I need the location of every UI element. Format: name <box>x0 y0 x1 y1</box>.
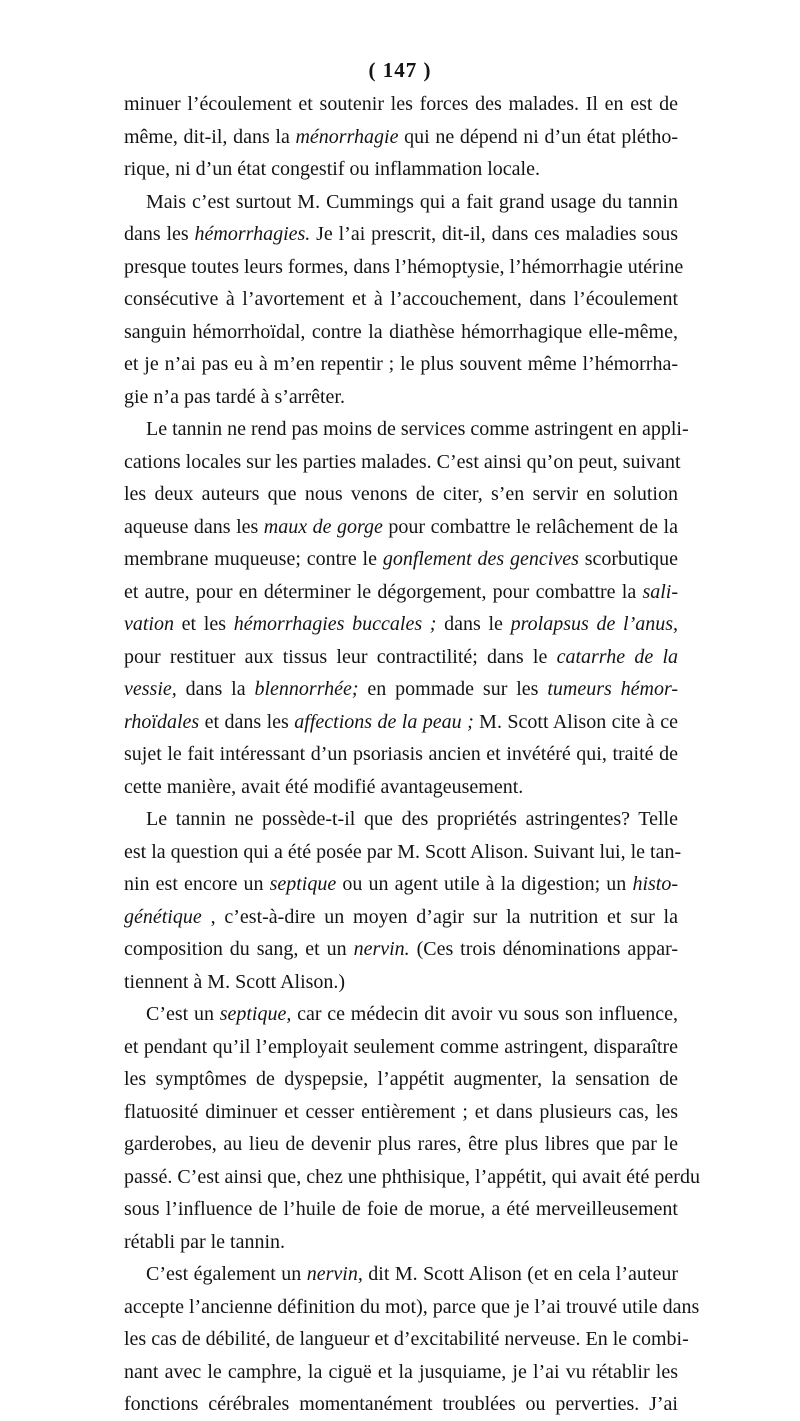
text-line <box>124 1388 678 1421</box>
text-run: sanguin hémorrhoïdal, contre la diathèse hémorrhagique elle-même, <box>124 320 678 343</box>
text-line <box>124 1031 678 1064</box>
text-line <box>124 186 678 219</box>
text-run: flatuosité diminuer et cesser entièrement ; et dans plusieurs cas, les <box>124 1100 678 1123</box>
text-line <box>124 1356 678 1389</box>
text-run: tiennent à M. Scott Alison.) <box>124 970 346 993</box>
italic-term: gonflement des gencives <box>382 548 579 570</box>
text-run: scorbutique <box>578 548 679 570</box>
text-run: Je l’ai prescrit, dit-il, dans ces maladies sous <box>310 223 678 245</box>
text-line <box>124 543 678 576</box>
text-line <box>124 218 678 251</box>
text-line <box>124 88 678 121</box>
italic-term: tumeurs hémor- <box>547 678 679 700</box>
text-line <box>124 673 678 706</box>
text-run: pour restituer aux tissus leur contractilité; dans le <box>124 645 557 668</box>
text-run: en pommade sur les <box>358 678 548 700</box>
text-run: nant avec le camphre, la ciguë et la jusquiame, je l’ai vu rétablir les <box>124 1360 678 1383</box>
text-run: les cas de débilité, de langueur et d’excitabilité nerveuse. En le combi- <box>124 1328 689 1350</box>
body-text <box>124 88 700 1421</box>
text-run: car ce médecin dit avoir vu sous son influence, <box>291 1003 678 1025</box>
text-run: pour combattre le relâchement de la <box>382 515 678 538</box>
text-line <box>124 283 678 316</box>
italic-term: nervin. <box>353 938 410 960</box>
text-line <box>124 1063 678 1096</box>
text-run: accepte l’ancienne définition du mot), parce que je l’ai trouvé utile dans <box>124 1295 700 1318</box>
italic-term: rhoïdales <box>124 710 200 733</box>
text-line <box>124 1226 678 1259</box>
text-run: C’est un <box>146 1003 220 1025</box>
italic-term: septique, <box>219 1003 292 1025</box>
italic-term: nervin, <box>306 1263 363 1285</box>
text-run: membrane muqueuse; contre le <box>124 548 383 570</box>
italic-term: ménorrhagie <box>295 125 399 148</box>
text-line <box>124 153 678 186</box>
text-line <box>124 413 689 446</box>
text-run: les symptômes de dyspepsie, l’appétit augmenter, la sensation de <box>124 1068 678 1090</box>
text-line <box>124 836 682 869</box>
text-run: cations locales sur les parties malades. C’est ainsi qu’on peut, suivant <box>124 450 681 473</box>
text-run: cette manière, avait été modifié avantageusement. <box>124 775 524 798</box>
text-run: consécutive à l’avortement et à l’accouchement, dans l’écoulement <box>124 288 678 310</box>
text-line <box>124 446 681 479</box>
text-line <box>124 608 678 641</box>
text-run: garderobes, au lieu de devenir plus rares, être plus libres que par le <box>124 1133 678 1155</box>
text-line <box>124 1291 700 1324</box>
italic-term: maux de gorge <box>263 515 383 538</box>
italic-term: septique <box>269 873 337 895</box>
text-run: qui ne dépend ni d’un état plétho- <box>398 125 678 148</box>
text-run: rique, ni d’un état congestif ou inflammation locale. <box>124 158 540 180</box>
text-run: (Ces trois dénominations appar- <box>409 938 678 960</box>
text-line <box>124 1096 678 1129</box>
text-line <box>124 803 678 836</box>
italic-term: hémorrhagies buccales ; <box>233 613 437 635</box>
text-line <box>124 771 678 804</box>
italic-term: vessie, <box>124 678 177 700</box>
italic-term: vation <box>124 613 174 635</box>
text-run: ou un agent utile à la digestion; un <box>336 873 633 895</box>
text-line <box>124 121 678 154</box>
text-run: sujet le fait intéressant d’un psoriasis ancien et invétéré qui, traité de <box>124 743 678 765</box>
italic-term: histo- <box>632 873 678 895</box>
text-line <box>124 706 678 739</box>
text-run: passé. C’est ainsi que, chez une phthisique, l’appétit, qui avait été perdu <box>124 1165 700 1188</box>
page-number: ( 147 ) <box>368 58 432 82</box>
text-line <box>124 1161 700 1194</box>
text-line <box>124 316 678 349</box>
text-line <box>124 1323 689 1356</box>
text-line <box>124 1193 678 1226</box>
text-run: dans la <box>176 678 255 700</box>
text-run: , c’est-à-dire un moyen d’agir sur la nutrition et sur la <box>201 905 678 928</box>
text-line <box>124 641 678 674</box>
text-run: dans les <box>124 223 195 245</box>
text-line <box>124 348 678 381</box>
text-run: et pendant qu’il l’employait seulement comme astringent, disparaître <box>124 1035 678 1058</box>
text-run: et je n’ai pas eu à m’en repentir ; le plus souvent même l’hémorrha- <box>124 353 678 375</box>
italic-term: génétique <box>124 905 202 928</box>
text-line <box>124 998 678 1031</box>
text-run: dans le <box>436 613 511 635</box>
text-run: presque toutes leurs formes, dans l’hémoptysie, l’hémorrhagie utérine <box>124 255 684 278</box>
text-line <box>124 901 678 934</box>
text-run: même, dit-il, dans la <box>124 125 296 148</box>
text-line <box>124 381 678 414</box>
text-line <box>124 1258 678 1291</box>
text-run: gie n’a pas tardé à s’arrêter. <box>124 385 345 408</box>
text-line <box>124 966 678 999</box>
italic-term: blennorrhée; <box>254 678 359 700</box>
text-run: rétabli par le tannin. <box>124 1230 286 1253</box>
text-run: aqueuse dans les <box>124 515 264 538</box>
italic-term: affections de la peau ; <box>294 710 474 733</box>
text-run: sous l’influence de l’huile de foie de morue, a été merveilleusement <box>124 1198 678 1220</box>
text-run: est la question qui a été posée par M. Scott Alison. Suivant lui, le tan- <box>124 840 682 863</box>
text-run: nin est encore un <box>124 873 270 895</box>
text-run: et autre, pour en déterminer le dégorgement, pour combattre la <box>124 580 643 603</box>
text-line <box>124 576 678 609</box>
text-run: fonctions cérébrales momentanément troublées ou perverties. J’ai <box>124 1393 678 1415</box>
text-run: dit M. Scott Alison (et en cela l’auteur <box>362 1263 678 1285</box>
text-run: Le tannin ne rend pas moins de services comme astringent en appli- <box>146 418 689 440</box>
text-run: composition du sang, et un <box>124 938 354 960</box>
text-run: M. Scott Alison cite à ce <box>473 710 678 733</box>
text-line <box>124 1128 678 1161</box>
text-run: Mais c’est surtout M. Cummings qui a fait grand usage du tannin <box>146 190 678 213</box>
italic-term: prolapsus de l’anus, <box>510 613 679 635</box>
italic-term: sali- <box>642 580 678 603</box>
italic-term: hémorrhagies. <box>194 223 311 245</box>
text-line <box>124 738 678 771</box>
italic-term: catarrhe de la <box>556 645 678 668</box>
text-run: C’est également un <box>146 1263 307 1285</box>
text-run: et les <box>174 613 234 635</box>
text-run: et dans les <box>199 710 295 733</box>
text-line <box>124 251 684 284</box>
text-run: minuer l’écoulement et soutenir les forces des malades. Il en est de <box>124 93 678 115</box>
text-line <box>124 511 678 544</box>
text-run: Le tannin ne possède-t-il que des propriétés astringentes? Telle <box>146 808 678 830</box>
text-line <box>124 933 678 966</box>
text-run: les deux auteurs que nous venons de citer, s’en servir en solution <box>124 483 678 505</box>
text-line <box>124 868 678 901</box>
text-line <box>124 478 678 511</box>
